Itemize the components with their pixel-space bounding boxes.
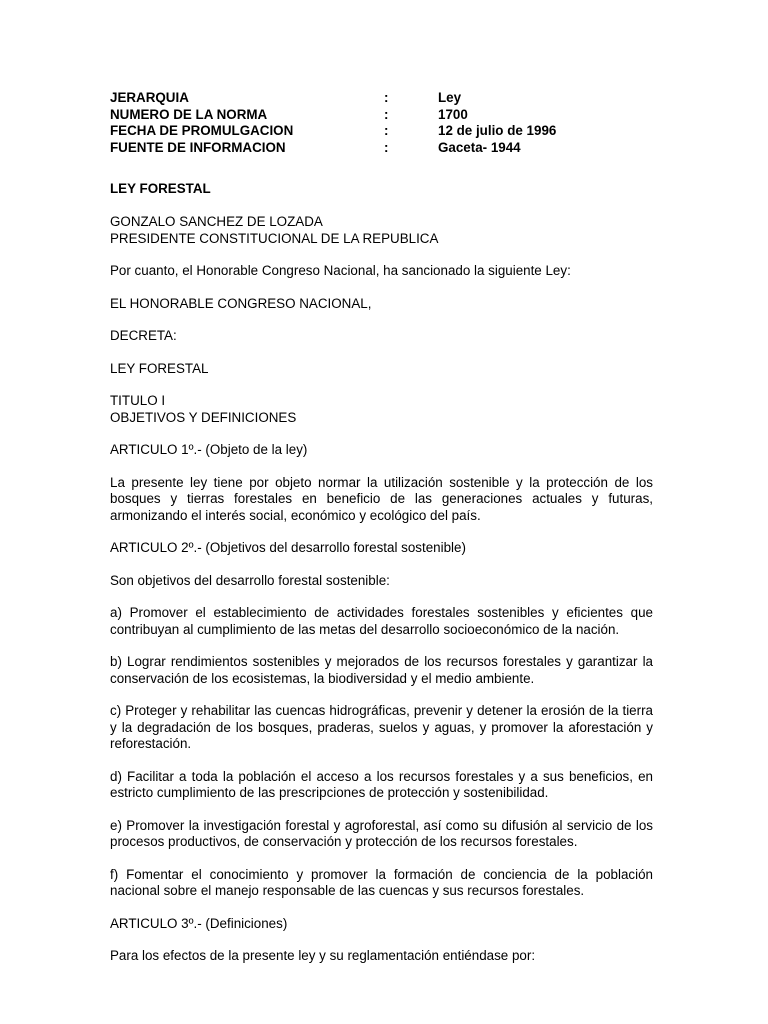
metadata-row-fecha <box>110 123 653 140</box>
metadata-value: 1700 <box>438 106 468 122</box>
document-title: LEY FORESTAL <box>110 180 211 196</box>
article-2-item-a: a) Promover el establecimiento de actividades forestales sostenibles y eficientes que contribuyan al cumplimiento de las metas del desarrollo socioeconómico de la nación. <box>110 605 653 637</box>
metadata-row-jerarquia <box>110 90 653 107</box>
metadata-value: Gaceta- 1944 <box>438 140 521 156</box>
ley-forestal-heading: LEY FORESTAL <box>110 360 209 376</box>
metadata-separator: : <box>384 106 389 122</box>
article-2-item-c: c) Proteger y rehabilitar las cuencas hidrográficas, prevenir y detener la erosión de la tierra y la degradación de los bosques, praderas, suelos y aguas, y promover la aforestación y reforestación. <box>110 703 653 752</box>
metadata-label: FECHA DE PROMULGACION <box>110 123 294 139</box>
congreso-line: EL HONORABLE CONGRESO NACIONAL, <box>110 295 372 311</box>
decreta-line: DECRETA: <box>110 328 177 344</box>
metadata-row-fuente <box>110 140 653 157</box>
president-title: PRESIDENTE CONSTITUCIONAL DE LA REPUBLICA <box>110 230 439 246</box>
metadata-label: JERARQUIA <box>110 90 189 105</box>
metadata-value: 12 de julio de 1996 <box>438 123 557 139</box>
article-3-heading: ARTICULO 3º.- (Definiciones) <box>110 915 288 931</box>
metadata-row-numero <box>110 107 653 124</box>
article-2-item-e: e) Promover la investigación forestal y agroforestal, así como su difusión al servicio de los procesos productivos, de conservación y protección de los recursos forestales. <box>110 817 653 850</box>
metadata-table <box>110 90 653 157</box>
metadata-label: FUENTE DE INFORMACION <box>110 140 286 156</box>
metadata-label: NUMERO DE LA NORMA <box>110 106 268 122</box>
article-2-item-d: d) Facilitar a toda la población el acceso a los recursos forestales y a sus beneficios, en estricto cumplimiento de las prescripciones de protección y sostenibilidad. <box>110 768 653 801</box>
metadata-separator: : <box>384 90 389 105</box>
article-1-text: La presente ley tiene por objeto normar la utilización sostenible y la protección de los bosques y tierras forestales en beneficio de las generaciones actuales y futuras, armonizando el interés social, económico y ecológico del país. <box>110 474 653 523</box>
article-2-item-f: f) Fomentar el conocimiento y promover la formación de conciencia de la población nacional sobre el manejo responsable de las cuencas y sus recursos forestales. <box>110 866 653 899</box>
article-3-intro: Para los efectos de la presente ley y su reglamentación entiéndase por: <box>110 948 536 964</box>
metadata-separator: : <box>384 123 389 139</box>
article-1-heading: ARTICULO 1º.- (Objeto de la ley) <box>110 442 308 458</box>
article-2-item-b: b) Lograr rendimientos sostenibles y mejorados de los recursos forestales y garantizar la conservación de los ecosistemas, la biodiversidad y el medio ambiente. <box>110 654 653 686</box>
article-2-heading: ARTICULO 2º.- (Objetivos del desarrollo forestal sostenible) <box>110 540 466 556</box>
metadata-separator: : <box>384 140 389 156</box>
por-cuanto-paragraph: Por cuanto, el Honorable Congreso Nacional, ha sancionado la siguiente Ley: <box>110 263 571 279</box>
metadata-value: Ley <box>438 90 462 105</box>
article-2-intro: Son objetivos del desarrollo forestal sostenible: <box>110 572 390 588</box>
president-name: GONZALO SANCHEZ DE LOZADA <box>110 214 323 230</box>
titulo-name: OBJETIVOS Y DEFINICIONES <box>110 409 297 425</box>
titulo-heading: TITULO I <box>110 393 166 409</box>
document-body <box>110 90 653 965</box>
